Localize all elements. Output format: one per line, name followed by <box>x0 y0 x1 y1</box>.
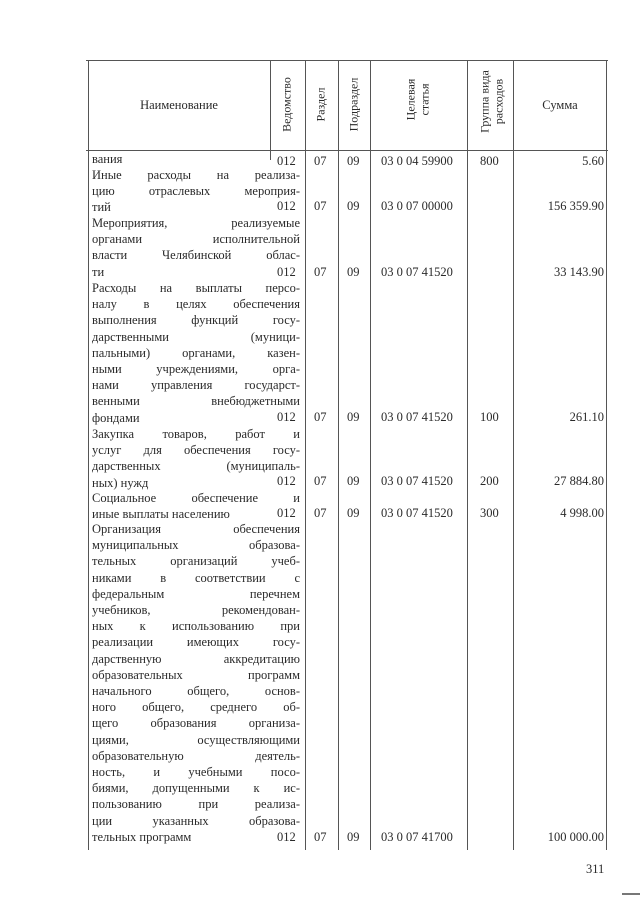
cell-summa: 5.60 <box>582 154 604 168</box>
row-name <box>92 215 300 280</box>
cell-vedomstvo: 012 <box>277 830 296 844</box>
cell-razdel: 07 <box>314 265 327 279</box>
cell-razdel: 07 <box>314 199 327 213</box>
page-number: 311 <box>586 862 605 876</box>
row-name-line: циями, осуществляющими <box>92 732 300 747</box>
row-name-line: тельных организаций учеб- <box>92 554 300 569</box>
row-name-line: дарственных (муниципаль- <box>92 459 300 474</box>
cell-podrazdel: 09 <box>347 830 360 844</box>
row-name-line: фондами <box>92 410 140 425</box>
row-name-line: ных) нужд <box>92 475 149 490</box>
row-name-line: цию отраслевых мероприя- <box>92 184 300 199</box>
cell-razdel: 07 <box>314 830 327 844</box>
table-top-border <box>86 60 608 61</box>
cell-celevaya: 03 0 07 41520 <box>381 506 453 520</box>
cell-podrazdel: 09 <box>347 199 360 213</box>
row-name-line: ных к использованию при <box>92 619 300 634</box>
row-name-line: услуг для обеспечения госу- <box>92 443 300 458</box>
cell-podrazdel: 09 <box>347 474 360 488</box>
row-name-line: тий <box>92 200 111 215</box>
row-name-line: ность, и учебными посо- <box>92 765 300 780</box>
row-name-line: образовательных программ <box>92 667 300 682</box>
cell-vedomstvo: 012 <box>277 199 296 213</box>
row-name-line: Расходы на выплаты персо- <box>92 281 300 295</box>
row-name-line: ции указанных образова- <box>92 813 300 828</box>
row-name-line: дарственную аккредитацию <box>92 651 300 666</box>
cell-celevaya: 03 0 07 41520 <box>381 474 453 488</box>
cell-vedomstvo: 012 <box>277 410 296 424</box>
cell-podrazdel: 09 <box>347 506 360 520</box>
row-name-line: ти <box>92 264 105 279</box>
cell-summa: 33 143.90 <box>554 265 604 279</box>
row-name-line: ными учреждениями, орга- <box>92 362 300 377</box>
row-name-line: тельных программ <box>92 829 192 844</box>
cell-razdel: 07 <box>314 154 327 168</box>
row-name-line: вания <box>92 152 123 166</box>
cell-vedomstvo: 012 <box>277 506 296 520</box>
row-name <box>92 426 300 491</box>
header-razdel: Раздел <box>313 87 328 122</box>
header-gruppa-line2: расходов <box>491 78 506 125</box>
cell-vedomstvo: 012 <box>277 474 296 488</box>
column-divider <box>270 60 271 160</box>
row-name <box>92 521 300 845</box>
row-name-line: венными внебюджетными <box>92 394 300 409</box>
row-name-line: реализации имеющих госу- <box>92 635 300 650</box>
header-celevaya-line1: Целевая <box>403 78 418 121</box>
row-name-line: муниципальных образова- <box>92 538 300 553</box>
header-celevaya-line2: статья <box>417 83 432 116</box>
row-name-line: выполнения функций госу- <box>92 313 300 328</box>
column-divider <box>305 60 306 850</box>
cell-celevaya: 03 0 07 41520 <box>381 410 453 424</box>
row-name-line: дарственными (муници- <box>92 329 300 344</box>
header-podrazdel: Подраздел <box>346 77 361 132</box>
cell-summa: 261.10 <box>569 410 604 424</box>
row-name-line: образовательную деятель- <box>92 748 300 763</box>
cell-summa: 27 884.80 <box>554 474 604 488</box>
row-name <box>92 280 300 426</box>
cell-gruppa: 300 <box>480 506 499 520</box>
row-name-line: ного общего, среднего об- <box>92 700 300 715</box>
column-divider <box>338 60 339 850</box>
header-gruppa-line1: Группа вида <box>477 70 492 133</box>
cell-vedomstvo: 012 <box>277 265 296 279</box>
cell-vedomstvo: 012 <box>277 154 296 168</box>
row-name-line: учебников, рекомендован- <box>92 603 300 618</box>
cell-podrazdel: 09 <box>347 154 360 168</box>
cell-celevaya: 03 0 04 59900 <box>381 154 453 168</box>
row-name-line: власти Челябинской облас- <box>92 248 300 263</box>
header-name: Наименование <box>140 98 218 112</box>
cell-celevaya: 03 0 07 41520 <box>381 265 453 279</box>
header-summa: Сумма <box>542 98 578 112</box>
cell-gruppa: 100 <box>480 410 499 424</box>
column-divider <box>88 60 89 850</box>
scan-edge-mark <box>622 893 640 895</box>
row-name-line: пользованию при реализа- <box>92 797 300 812</box>
cell-podrazdel: 09 <box>347 265 360 279</box>
cell-summa: 156 359.90 <box>547 199 604 213</box>
cell-razdel: 07 <box>314 474 327 488</box>
cell-razdel: 07 <box>314 506 327 520</box>
header-vedomstvo: Ведомство <box>279 77 294 132</box>
column-divider <box>513 60 514 850</box>
row-name-line: начального общего, основ- <box>92 684 300 699</box>
cell-celevaya: 03 0 07 41700 <box>381 830 453 844</box>
column-divider <box>370 60 371 850</box>
column-divider <box>606 60 607 850</box>
row-name <box>92 151 300 167</box>
cell-razdel: 07 <box>314 410 327 424</box>
column-divider <box>467 60 468 850</box>
cell-summa: 4 998.00 <box>560 506 604 520</box>
cell-celevaya: 03 0 07 00000 <box>381 199 453 213</box>
row-name-line: Иные расходы на реализа- <box>92 168 300 182</box>
cell-gruppa: 800 <box>480 154 499 168</box>
row-name-line: нами управления государст- <box>92 378 300 393</box>
row-name-line: щего образования организа- <box>92 716 300 731</box>
row-name-line: налу в целях обеспечения <box>92 297 300 312</box>
row-name-line: иные выплаты населению <box>92 507 230 522</box>
row-name <box>92 490 300 522</box>
row-name-line: Организация обеспечения <box>92 522 300 536</box>
row-name-line: Мероприятия, реализуемые <box>92 216 300 230</box>
row-name-line: федеральным перечнем <box>92 586 300 601</box>
row-name-line: Социальное обеспечение и <box>92 491 300 505</box>
row-name-line: биями, допущенными к ис- <box>92 781 300 796</box>
row-name-line: Закупка товаров, работ и <box>92 427 300 441</box>
row-name-line: никами в соответствии с <box>92 570 300 585</box>
cell-gruppa: 200 <box>480 474 499 488</box>
row-name-line: пальными) органами, казен- <box>92 345 300 360</box>
cell-summa: 100 000.00 <box>547 830 604 844</box>
row-name-line: органами исполнительной <box>92 232 300 247</box>
cell-podrazdel: 09 <box>347 410 360 424</box>
row-name <box>92 167 300 216</box>
